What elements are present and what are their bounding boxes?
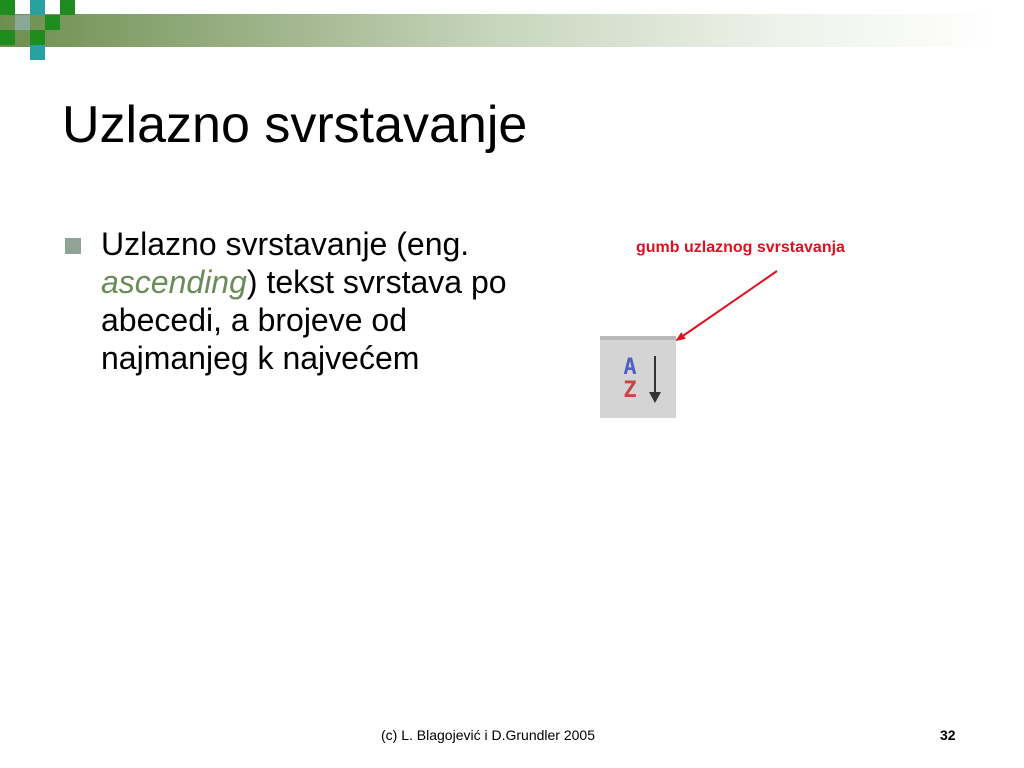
bullet-text-end: ) tekst svrstava po abecedi, a brojeve od najmanjeg k najvećem bbox=[101, 264, 507, 376]
letter-a: A bbox=[623, 355, 637, 380]
annotation-label: gumb uzlaznog svrstavanja bbox=[636, 239, 845, 256]
letter-z: Z bbox=[623, 378, 637, 403]
header-gradient-bar bbox=[0, 14, 1000, 47]
sort-ascending-button[interactable] bbox=[600, 336, 676, 418]
sort-ascending-icon bbox=[600, 340, 676, 422]
page-number: 32 bbox=[940, 727, 956, 743]
footer-copyright: (c) L. Blagojević i D.Grundler 2005 bbox=[381, 727, 595, 743]
bullet-marker bbox=[65, 238, 81, 254]
bullet-text-start: Uzlazno svrstavanje (eng. bbox=[101, 226, 470, 262]
slide-title: Uzlazno svrstavanje bbox=[62, 96, 528, 154]
bullet-emphasis: ascending bbox=[101, 264, 247, 300]
bullet-text bbox=[101, 225, 541, 377]
